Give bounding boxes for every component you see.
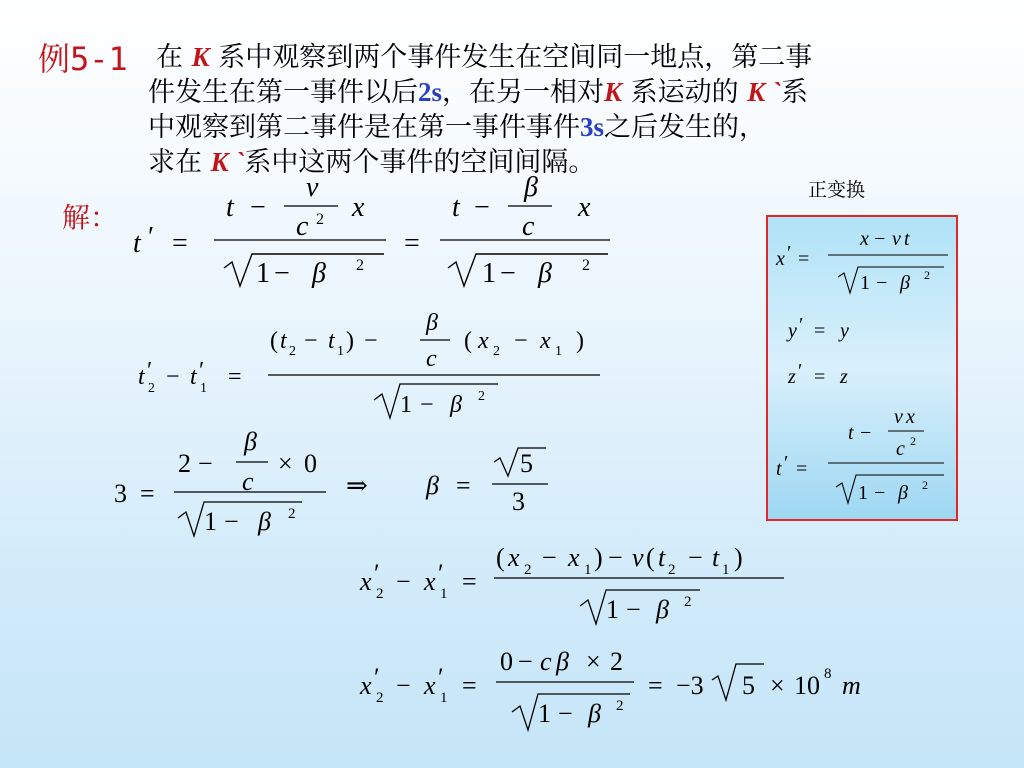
time-3s: 3s [580, 112, 605, 142]
example-label: 例5-1 [38, 40, 128, 78]
svg-text:−: − [274, 258, 290, 289]
svg-text:1: 1 [858, 482, 868, 504]
svg-text:2: 2 [376, 690, 384, 706]
svg-text:′: ′ [438, 663, 444, 692]
svg-text:1: 1 [860, 272, 870, 294]
svg-text:−: − [876, 272, 888, 294]
svg-text:=: = [172, 228, 188, 259]
problem-line-4: 求在 K `系中这两个事件的空间间隔。 [148, 147, 596, 178]
svg-text:2: 2 [524, 562, 532, 578]
svg-text:⇒: ⇒ [346, 471, 368, 500]
svg-text:z: z [840, 366, 848, 388]
svg-text:x: x [540, 328, 551, 354]
svg-text:−: − [608, 543, 623, 572]
svg-text:c: c [540, 647, 552, 676]
svg-text:2: 2 [924, 268, 930, 282]
svg-text:′: ′ [787, 242, 792, 264]
svg-text:1: 1 [400, 392, 412, 418]
svg-text:x: x [860, 228, 869, 250]
svg-text:′: ′ [784, 452, 789, 474]
svg-text:2: 2 [610, 647, 623, 676]
svg-text:=: = [456, 471, 471, 500]
svg-text:1: 1 [204, 507, 217, 536]
svg-text:−3: −3 [676, 671, 704, 700]
svg-text:v: v [632, 543, 644, 572]
svg-text:−: − [626, 595, 641, 624]
svg-text:−: − [874, 482, 886, 504]
formula-time-interval [138, 310, 600, 418]
formula-space-interval [359, 543, 784, 624]
svg-text:t: t [226, 192, 234, 223]
svg-text:v: v [892, 228, 901, 250]
lorentz-transform-formulas [768, 217, 956, 519]
svg-text:c: c [522, 211, 535, 242]
svg-text:=: = [796, 458, 808, 480]
svg-text:(: ( [270, 328, 278, 354]
svg-text:x: x [578, 192, 591, 223]
svg-text:x: x [352, 192, 365, 223]
svg-text:−: − [224, 507, 239, 536]
svg-text:−: − [396, 567, 411, 596]
time-2s: 2s [418, 77, 443, 107]
svg-text:−: − [500, 258, 516, 289]
formula-space-result [359, 647, 861, 730]
svg-text:−: − [364, 328, 378, 354]
svg-text:1: 1 [482, 258, 496, 289]
svg-text:2: 2 [910, 434, 916, 448]
svg-text:t: t [712, 543, 720, 572]
svg-text:=: = [462, 567, 477, 596]
svg-text:−: − [542, 543, 557, 572]
svg-text:x: x [424, 567, 436, 596]
svg-text:2: 2 [478, 389, 485, 404]
svg-text:v: v [894, 406, 903, 428]
svg-text:1: 1 [440, 690, 448, 706]
svg-text:−: − [198, 449, 213, 478]
svg-text:2: 2 [376, 586, 384, 602]
formula-time-transform [133, 172, 610, 289]
svg-text:2: 2 [148, 381, 155, 396]
svg-text:−: − [860, 422, 872, 444]
svg-text:c: c [426, 346, 437, 372]
svg-text:2: 2 [684, 594, 692, 610]
svg-text:=: = [462, 671, 477, 700]
svg-text:−: − [396, 671, 411, 700]
svg-text:β: β [538, 258, 552, 289]
svg-text:x: x [360, 671, 372, 700]
lorentz-transform-box [766, 215, 958, 521]
svg-text:β: β [556, 647, 569, 676]
svg-text:(: ( [464, 328, 472, 354]
svg-text:′: ′ [374, 663, 380, 692]
svg-text:): ) [346, 328, 354, 354]
svg-text:2: 2 [178, 449, 191, 478]
svg-text:5: 5 [742, 671, 755, 700]
svg-text:1: 1 [440, 586, 448, 602]
svg-text:×: × [278, 449, 293, 478]
svg-text:′: ′ [147, 358, 153, 384]
svg-text:−: − [250, 192, 266, 223]
svg-text:2: 2 [289, 344, 296, 359]
svg-text:′: ′ [798, 360, 803, 382]
svg-text:β: β [426, 471, 439, 500]
svg-text:8: 8 [824, 666, 832, 682]
svg-text:=: = [648, 671, 663, 700]
svg-text:−: − [304, 328, 318, 354]
svg-text:2: 2 [316, 211, 324, 228]
svg-text:=: = [140, 479, 155, 508]
svg-text:β: β [426, 310, 438, 336]
svg-text:y: y [788, 320, 797, 342]
svg-text:=: = [814, 366, 826, 388]
svg-text:β: β [244, 427, 257, 456]
svg-text:x: x [360, 567, 372, 596]
svg-text:t: t [776, 458, 782, 480]
svg-text:×: × [770, 671, 785, 700]
svg-text:(: ( [646, 543, 655, 572]
svg-text:2: 2 [288, 506, 296, 522]
transform-title: 正变换 [808, 179, 866, 201]
svg-text:x: x [424, 671, 436, 700]
svg-text:1: 1 [538, 699, 551, 728]
svg-text:2: 2 [616, 698, 624, 714]
svg-text:y: y [840, 320, 849, 342]
svg-text:=: = [404, 228, 420, 259]
svg-text:(: ( [496, 543, 505, 572]
svg-text:β: β [656, 595, 669, 624]
svg-text:1: 1 [256, 258, 270, 289]
svg-text:): ) [576, 328, 584, 354]
svg-text:c: c [896, 438, 905, 460]
frame-k-prime: K ` [747, 77, 781, 107]
svg-text:1: 1 [200, 381, 207, 396]
svg-text:0: 0 [500, 647, 513, 676]
svg-text:−: − [166, 364, 180, 390]
svg-text:t: t [328, 328, 335, 354]
svg-text:c: c [242, 467, 254, 496]
svg-text:0: 0 [304, 449, 317, 478]
svg-text:2: 2 [922, 478, 928, 492]
svg-text:2: 2 [668, 562, 676, 578]
svg-text:t: t [904, 228, 910, 250]
svg-text:3: 3 [512, 487, 525, 516]
svg-text:t: t [190, 364, 197, 390]
svg-text:′: ′ [199, 358, 205, 384]
problem-line-3: 中观察到第二事件是在第一事件事件3s之后发生的， [148, 112, 767, 143]
svg-text:x: x [508, 543, 520, 572]
svg-text:β: β [312, 258, 326, 289]
svg-text:′: ′ [799, 314, 804, 336]
svg-text:t: t [138, 364, 145, 390]
frame-k: K [191, 42, 210, 72]
svg-text:t: t [452, 192, 460, 223]
svg-text:=: = [814, 320, 826, 342]
svg-text:): ) [594, 543, 603, 572]
svg-text:β: β [524, 172, 538, 203]
svg-text:1: 1 [606, 595, 619, 624]
svg-text:t: t [658, 543, 666, 572]
svg-text:′: ′ [438, 559, 444, 588]
svg-text:β: β [258, 507, 271, 536]
svg-text:x: x [568, 543, 580, 572]
svg-text:): ) [734, 543, 743, 572]
svg-text:β: β [900, 272, 910, 294]
svg-text:1: 1 [337, 344, 344, 359]
svg-text:10: 10 [794, 671, 820, 700]
svg-text:−: − [874, 228, 886, 250]
svg-text:5: 5 [520, 449, 533, 478]
svg-text:=: = [228, 364, 242, 390]
svg-text:t: t [133, 228, 141, 259]
problem-line-1: 在 K 系中观察到两个事件发生在空间同一地点，第二事 [156, 42, 813, 73]
svg-text:2: 2 [356, 257, 364, 274]
svg-text:β: β [588, 699, 601, 728]
svg-text:−: − [558, 699, 573, 728]
svg-text:x: x [478, 328, 489, 354]
svg-text:x: x [776, 248, 785, 270]
svg-text:′: ′ [148, 222, 155, 253]
svg-text:v: v [306, 172, 319, 203]
svg-text:−: − [514, 328, 528, 354]
svg-text:−: − [474, 192, 490, 223]
svg-text:β: β [450, 392, 462, 418]
formula-beta-solve [114, 427, 548, 536]
problem-line-2: 件发生在第一事件以后2s，在另一相对K 系运动的 K `系 [148, 77, 808, 108]
svg-text:2: 2 [493, 344, 500, 359]
svg-text:−: − [688, 543, 703, 572]
svg-text:t: t [280, 328, 287, 354]
svg-text:−: − [518, 647, 533, 676]
svg-text:3: 3 [114, 479, 127, 508]
svg-text:′: ′ [374, 559, 380, 588]
svg-text:1: 1 [722, 562, 730, 578]
svg-text:×: × [586, 647, 601, 676]
svg-text:1: 1 [584, 562, 592, 578]
solution-label: 解： [62, 201, 119, 234]
svg-text:x: x [906, 406, 915, 428]
svg-text:β: β [898, 482, 908, 504]
svg-text:c: c [296, 211, 309, 242]
svg-text:m: m [842, 671, 861, 700]
svg-text:2: 2 [582, 257, 590, 274]
svg-text:−: − [420, 392, 434, 418]
svg-text:t: t [848, 422, 854, 444]
svg-text:z: z [788, 366, 796, 388]
svg-text:=: = [798, 248, 810, 270]
svg-text:1: 1 [555, 344, 562, 359]
